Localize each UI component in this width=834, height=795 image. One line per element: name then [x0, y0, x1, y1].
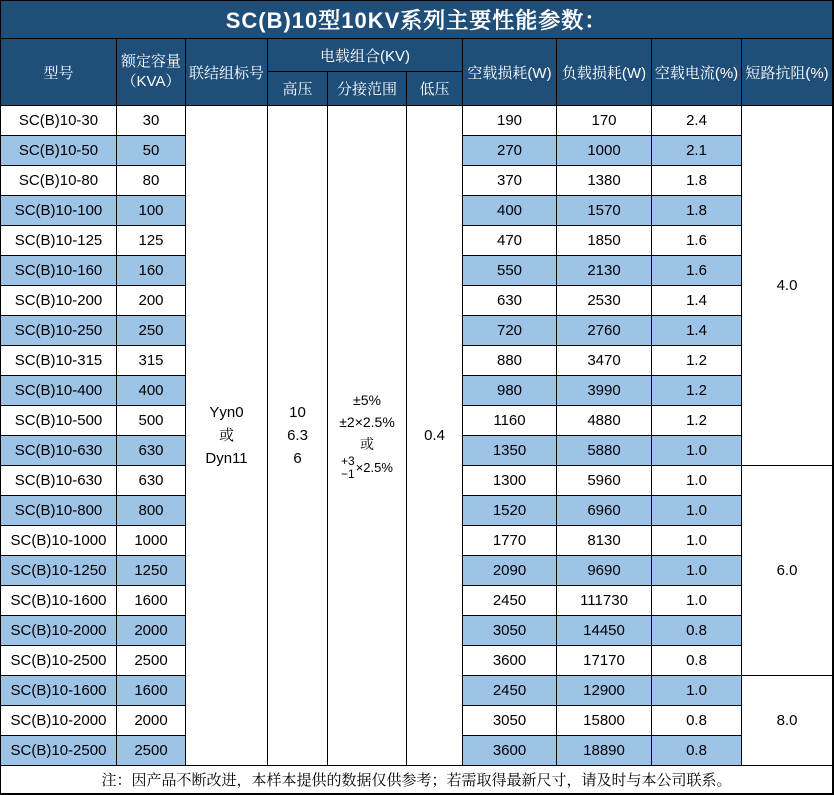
row-10-load-loss: 3990 [557, 376, 652, 406]
connection-line: Yyn0 [209, 403, 244, 421]
col-header-no-load-loss: 空载损耗(W) [463, 39, 557, 106]
row-21-no-load-current: 0.8 [652, 706, 742, 736]
row-10-model: SC(B)10-400 [1, 376, 117, 406]
row-13-capacity: 630 [117, 466, 186, 496]
row-3-capacity: 80 [117, 166, 186, 196]
row-22-no-load-current: 0.8 [652, 736, 742, 766]
row-7-capacity: 200 [117, 286, 186, 316]
row-16-model: SC(B)10-1250 [1, 556, 117, 586]
row-7-no-load-loss: 630 [463, 286, 557, 316]
col-header-capacity-line2: （KVA） [121, 73, 181, 90]
row-18-capacity: 2000 [117, 616, 186, 646]
hv-cell [268, 106, 328, 766]
row-11-model: SC(B)10-500 [1, 406, 117, 436]
footer-note: 注：因产品不断改进，本样本提供的数据仅供参考；若需取得最新尺寸，请及时与本公司联系。 [1, 766, 833, 794]
connection-line: Dyn11 [205, 450, 248, 468]
row-2-no-load-loss: 270 [463, 136, 557, 166]
row-8-no-load-current: 1.4 [652, 316, 742, 346]
row-22-capacity: 2500 [117, 736, 186, 766]
row-13-model: SC(B)10-630 [1, 466, 117, 496]
tap-range-line: ±5% [353, 392, 381, 409]
row-20-model: SC(B)10-1600 [1, 676, 117, 706]
row-11-load-loss: 4880 [557, 406, 652, 436]
row-19-capacity: 2500 [117, 646, 186, 676]
hv-line: 6.3 [287, 426, 308, 444]
row-15-capacity: 1000 [117, 526, 186, 556]
row-10-no-load-current: 1.2 [652, 376, 742, 406]
row-4-capacity: 100 [117, 196, 186, 226]
row-13-load-loss: 5960 [557, 466, 652, 496]
col-header-load-loss: 负载损耗(W) [557, 39, 652, 106]
row-6-load-loss: 2130 [557, 256, 652, 286]
row-17-capacity: 1600 [117, 586, 186, 616]
row-19-load-loss: 17170 [557, 646, 652, 676]
row-17-no-load-loss: 2450 [463, 586, 557, 616]
row-3-no-load-loss: 370 [463, 166, 557, 196]
row-19-no-load-loss: 3600 [463, 646, 557, 676]
row-4-no-load-current: 1.8 [652, 196, 742, 226]
row-8-no-load-loss: 720 [463, 316, 557, 346]
row-20-capacity: 1600 [117, 676, 186, 706]
row-7-no-load-current: 1.4 [652, 286, 742, 316]
row-20-no-load-loss: 2450 [463, 676, 557, 706]
row-22-model: SC(B)10-2500 [1, 736, 117, 766]
col-header-impedance: 短路抗阻(%) [742, 39, 833, 106]
connection-group-cell [186, 106, 268, 766]
row-14-model: SC(B)10-800 [1, 496, 117, 526]
row-2-model: SC(B)10-50 [1, 136, 117, 166]
col-header-hv: 高压 [268, 72, 328, 106]
row-8-capacity: 250 [117, 316, 186, 346]
row-18-no-load-current: 0.8 [652, 616, 742, 646]
row-3-no-load-current: 1.8 [652, 166, 742, 196]
row-5-no-load-loss: 470 [463, 226, 557, 256]
impedance-group-3: 8.0 [742, 676, 833, 766]
row-11-no-load-current: 1.2 [652, 406, 742, 436]
row-4-no-load-loss: 400 [463, 196, 557, 226]
row-3-model: SC(B)10-80 [1, 166, 117, 196]
row-19-model: SC(B)10-2500 [1, 646, 117, 676]
row-1-no-load-loss: 190 [463, 106, 557, 136]
row-12-load-loss: 5880 [557, 436, 652, 466]
row-11-capacity: 500 [117, 406, 186, 436]
row-11-no-load-loss: 1160 [463, 406, 557, 436]
tap-range-cell [328, 106, 407, 766]
row-5-no-load-current: 1.6 [652, 226, 742, 256]
page-title: SC(B)10型10KV系列主要性能参数： [1, 1, 833, 39]
row-15-no-load-current: 1.0 [652, 526, 742, 556]
row-1-no-load-current: 2.4 [652, 106, 742, 136]
row-19-no-load-current: 0.8 [652, 646, 742, 676]
row-7-model: SC(B)10-200 [1, 286, 117, 316]
tap-range-stack [341, 455, 355, 480]
row-22-load-loss: 18890 [557, 736, 652, 766]
row-20-no-load-current: 1.0 [652, 676, 742, 706]
col-header-connection: 联结组标号 [186, 39, 268, 106]
col-header-capacity [117, 39, 186, 106]
row-16-no-load-loss: 2090 [463, 556, 557, 586]
row-9-no-load-loss: 880 [463, 346, 557, 376]
row-22-no-load-loss: 3600 [463, 736, 557, 766]
row-21-capacity: 2000 [117, 706, 186, 736]
row-1-capacity: 30 [117, 106, 186, 136]
row-12-model: SC(B)10-630 [1, 436, 117, 466]
row-15-model: SC(B)10-1000 [1, 526, 117, 556]
row-18-load-loss: 14450 [557, 616, 652, 646]
hv-line: 6 [293, 450, 302, 468]
row-13-no-load-current: 1.0 [652, 466, 742, 496]
row-6-no-load-current: 1.6 [652, 256, 742, 286]
row-14-no-load-loss: 1520 [463, 496, 557, 526]
row-20-load-loss: 12900 [557, 676, 652, 706]
row-16-capacity: 1250 [117, 556, 186, 586]
tap-range-line: 或 [360, 435, 374, 452]
tap-range-stack-bottom: −1 [341, 467, 355, 482]
col-header-voltage-group: 电载组合(KV) [268, 39, 463, 72]
row-21-model: SC(B)10-2000 [1, 706, 117, 736]
row-9-model: SC(B)10-315 [1, 346, 117, 376]
row-9-load-loss: 3470 [557, 346, 652, 376]
row-4-load-loss: 1570 [557, 196, 652, 226]
col-header-capacity-line1: 额定容量 [120, 52, 181, 70]
row-9-no-load-current: 1.2 [652, 346, 742, 376]
row-18-model: SC(B)10-2000 [1, 616, 117, 646]
row-6-no-load-loss: 550 [463, 256, 557, 286]
row-17-no-load-current: 1.0 [652, 586, 742, 616]
impedance-group-2: 6.0 [742, 466, 833, 676]
row-16-no-load-current: 1.0 [652, 556, 742, 586]
row-14-no-load-current: 1.0 [652, 496, 742, 526]
row-12-no-load-loss: 1350 [463, 436, 557, 466]
row-9-capacity: 315 [117, 346, 186, 376]
row-8-load-loss: 2760 [557, 316, 652, 346]
row-1-model: SC(B)10-30 [1, 106, 117, 136]
row-12-no-load-current: 1.0 [652, 436, 742, 466]
row-2-load-loss: 1000 [557, 136, 652, 166]
row-5-model: SC(B)10-125 [1, 226, 117, 256]
row-3-load-loss: 1380 [557, 166, 652, 196]
row-5-capacity: 125 [117, 226, 186, 256]
row-21-load-loss: 15800 [557, 706, 652, 736]
row-15-load-loss: 8130 [557, 526, 652, 556]
col-header-model: 型号 [1, 39, 117, 106]
row-4-model: SC(B)10-100 [1, 196, 117, 226]
lv-cell: 0.4 [407, 106, 463, 766]
row-6-capacity: 160 [117, 256, 186, 286]
row-16-load-loss: 9690 [557, 556, 652, 586]
connection-line: 或 [218, 426, 234, 444]
col-header-no-load-current: 空载电流(%) [652, 39, 742, 106]
col-header-lv: 低压 [407, 72, 463, 106]
tap-range-stack-top: +3 [341, 454, 355, 469]
row-15-no-load-loss: 1770 [463, 526, 557, 556]
row-5-load-loss: 1850 [557, 226, 652, 256]
row-12-capacity: 630 [117, 436, 186, 466]
row-13-no-load-loss: 1300 [463, 466, 557, 496]
row-21-no-load-loss: 3050 [463, 706, 557, 736]
row-8-model: SC(B)10-250 [1, 316, 117, 346]
tap-range-line: ±2×2.5% [339, 414, 395, 431]
row-10-capacity: 400 [117, 376, 186, 406]
row-6-model: SC(B)10-160 [1, 256, 117, 286]
impedance-group-1: 4.0 [742, 106, 833, 466]
row-10-no-load-loss: 980 [463, 376, 557, 406]
col-header-tap-range: 分接范围 [328, 72, 407, 106]
row-1-load-loss: 170 [557, 106, 652, 136]
tap-range-stack-suffix: ×2.5% [355, 459, 393, 475]
row-14-load-loss: 6960 [557, 496, 652, 526]
row-7-load-loss: 2530 [557, 286, 652, 316]
hv-line: 10 [289, 403, 306, 421]
row-18-no-load-loss: 3050 [463, 616, 557, 646]
row-14-capacity: 800 [117, 496, 186, 526]
tap-range-fraction [341, 455, 393, 480]
row-2-capacity: 50 [117, 136, 186, 166]
row-2-no-load-current: 2.1 [652, 136, 742, 166]
row-17-load-loss: 111730 [557, 586, 652, 616]
row-17-model: SC(B)10-1600 [1, 586, 117, 616]
